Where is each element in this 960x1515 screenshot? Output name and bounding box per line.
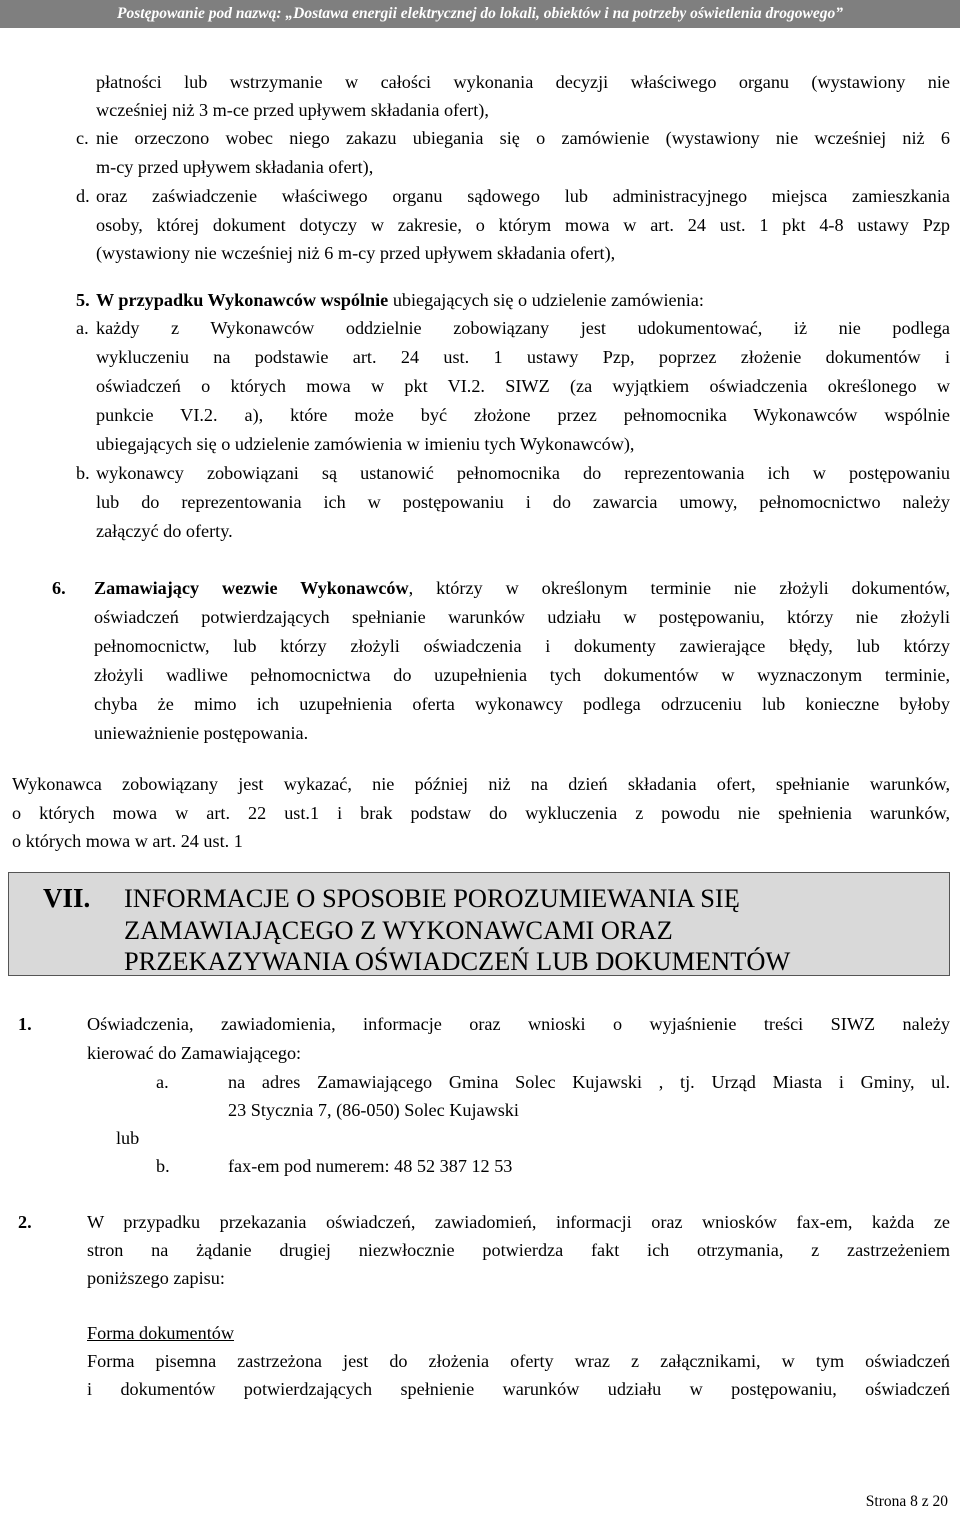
summary-line-3: o których mowa w art. 24 ust. 1: [12, 831, 243, 851]
page-number: Strona 8 z 20: [865, 1493, 948, 1510]
point-6-line-6: unieważnienie postępowania.: [94, 723, 309, 743]
s2-line-2: stron na żądanie drugiej niezwłocznie potwierdza fakt ich otrzymania, z zastrzeżeniem: [87, 1240, 950, 1260]
point-6-number: 6.: [52, 578, 66, 598]
section-title-line-3: PRZEKAZYWANIA OŚWIADCZEŃ LUB DOKUMENTÓW: [124, 946, 791, 976]
forma-heading: Forma dokumentów: [87, 1323, 235, 1343]
point-5-b-line-1: wykonawcy zobowiązani są ustanowić pełnomocnika do reprezentowania ich w postępowaniu: [96, 463, 950, 483]
s2-line-1: W przypadku przekazania oświadczeń, zawiadomień, informacji oraz wniosków fax-em, każda ze: [87, 1212, 950, 1232]
s1-a-line-2: 23 Stycznia 7, (86-050) Solec Kujawski: [228, 1100, 519, 1120]
point-5-b-line-2: lub do reprezentowania ich w postępowaniu i do zawarcia umowy, pełnomocnictwo należy: [96, 492, 950, 512]
s1-number: 1.: [18, 1014, 32, 1034]
point-6-bold: Zamawiający wezwie Wykonawców: [94, 578, 409, 598]
point-5-b-label: b.: [76, 463, 90, 483]
item-d-label: d.: [76, 186, 90, 206]
point-5-b-line-3: załączyć do oferty.: [96, 521, 233, 541]
item-d-line-1: oraz zaświadczenie właściwego organu sądowego lub administracyjnego miejsca zamieszkania: [96, 186, 950, 206]
point-5-a-line-5: ubiegających się o udzielenie zamówienia w imieniu tych Wykonawców),: [96, 434, 635, 454]
summary-line-2: o których mowa w art. 22 ust.1 i brak podstaw do wykluczenia z powodu nie spełnienia warunków,: [12, 803, 950, 823]
item-c-line-1: nie orzeczono wobec niego zakazu ubiegania się o zamówienie (wystawiony nie wcześniej niż 6: [96, 128, 950, 148]
forma-line-2: i dokumentów potwierdzających spełnienie warunków udziału w postępowaniu, oświadczeń: [87, 1379, 950, 1399]
section-heading-box: [8, 872, 950, 976]
s1-line-2: kierować do Zamawiającego:: [87, 1043, 302, 1063]
s2-number: 2.: [18, 1212, 32, 1232]
point-6-line-3: pełnomocnictw, lub którzy złożyli oświadczenia i dokumenty zawierające błędy, lub którzy: [94, 636, 950, 656]
s1-a-line-1: na adres Zamawiającego Gmina Solec Kujawski , tj. Urząd Miasta i Gminy, ul.: [228, 1072, 950, 1092]
point-5-rest: ubiegających się o udzielenie zamówienia:: [388, 290, 704, 310]
point-6-line-2: oświadczeń potwierdzających spełnianie warunków udziału w postępowaniu, którzy nie złożyli: [94, 607, 950, 627]
s2-line-3: poniższego zapisu:: [87, 1268, 225, 1288]
point-5-a-label: a.: [76, 318, 89, 338]
point-5-a-line-2: wykluczeniu na podstawie art. 24 ust. 1 ustawy Pzp, poprzez złożenie dokumentów i: [96, 347, 950, 367]
intro-line-1: płatności lub wstrzymanie w całości wykonania decyzji właściwego organu (wystawiony nie: [96, 72, 950, 92]
point-5-a-line-3: oświadczeń o których mowa w pkt VI.2. SIWZ (za wyjątkiem oświadczenia określonego w: [96, 376, 950, 396]
point-5-a-line-1: każdy z Wykonawców oddzielnie zobowiązany jest udokumentować, iż nie podlega: [96, 318, 950, 338]
item-c-label: c.: [76, 128, 89, 148]
s1-line-1: Oświadczenia, zawiadomienia, informacje oraz wnioski o wyjaśnienie treści SIWZ należy: [87, 1014, 950, 1034]
point-5-a-line-4: punkcie VI.2. a), które może być złożone przez pełnomocnika Wykonawców wspólnie: [96, 405, 950, 425]
s1-a-label: a.: [156, 1072, 169, 1092]
point-5-bold: W przypadku Wykonawców wspólnie: [96, 290, 389, 310]
point-6-line-5: chyba że mimo ich uzupełnienia oferta wykonawcy podlega odrzuceniu lub konieczne byłoby: [94, 694, 950, 714]
point-6-first-rest: , którzy w określonym terminie nie złożyli dokumentów,: [408, 578, 950, 598]
s1-b-text: fax-em pod numerem: 48 52 387 12 53: [228, 1156, 513, 1176]
section-number: VII.: [43, 883, 91, 913]
item-d-line-2: osoby, której dokument dotyczy w zakresie, o którym mowa w art. 24 ust. 1 pkt 4-8 ustawy Pzp: [96, 215, 950, 235]
summary-line-1: Wykonawca zobowiązany jest wykazać, nie później niż na dzień składania ofert, spełnianie warunków,: [12, 774, 950, 794]
point-5-heading: [96, 287, 950, 313]
s1-b-label: b.: [156, 1156, 170, 1176]
intro-line-2: wcześniej niż 3 m-ce przed upływem składania ofert),: [96, 100, 489, 120]
point-5-number: 5.: [76, 290, 90, 310]
point-6-line-4: złożyli wadliwe pełnomocnictwa do uzupełnienia tych dokumentów w wyznaczonym terminie,: [94, 665, 950, 685]
section-title-line-1: INFORMACJE O SPOSOBIE POROZUMIEWANIA SIĘ: [124, 883, 740, 913]
forma-line-1: Forma pisemna zastrzeżona jest do złożenia oferty wraz z załącznikami, w tym oświadczeń: [87, 1351, 950, 1371]
item-c-line-2: m-cy przed upływem składania ofert),: [96, 157, 374, 177]
section-title-line-2: ZAMAWIAJĄCEGO Z WYKONAWCAMI ORAZ: [124, 915, 673, 945]
header-text: Postępowanie pod nazwą: „Dostawa energii elektrycznej do lokali, obiektów i na potrzeby oświetlenia drogowego”: [117, 5, 843, 22]
s1-or: lub: [116, 1128, 140, 1148]
document-header: [0, 0, 960, 28]
point-6-line-1: [94, 575, 950, 601]
item-d-line-3: (wystawiony nie wcześniej niż 6 m-cy przed upływem składania ofert),: [96, 243, 616, 263]
